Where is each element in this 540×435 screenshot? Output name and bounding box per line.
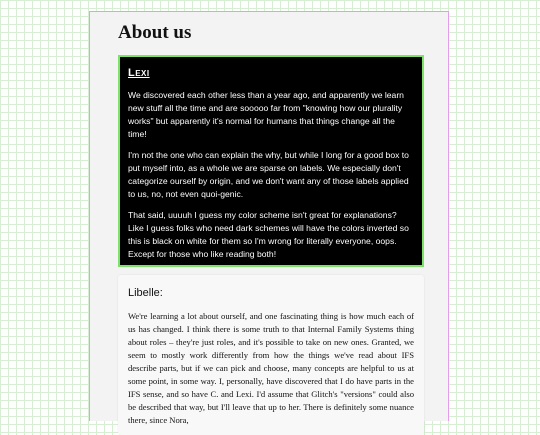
lexi-paragraph-2: I'm not the one who can explain the why, but while I long for a good box to put myself into, as a whole we are sparse on labels. We especially don't categorize ourself by origin, and we don't want any of those labels applied to us, no, not even quoi-genic.: [128, 150, 409, 199]
libelle-card: [118, 275, 424, 435]
libelle-name: Libelle:: [128, 287, 163, 299]
lexi-card: [118, 55, 424, 267]
lexi-name: Lexi: [128, 67, 150, 79]
content-column: [89, 11, 449, 425]
libelle-paragraph-1: We're learning a lot about ourself, and one fascinating thing is how much each of us has changed. I think there is some truth to that Internal Family Systems thing about roles – they're just roles, and it's possible to take on new ones. Granted, we seem to mostly work differently from how the things we've read about IFS describe parts, but if we can pick and choose, many concepts are helpful to us at some point, in some way. I, personally, have discovered that I do have parts in the IFS sense, and so have C. and Lexi. I'd assume that Glitch's "versions" could also be described that way, but I'll leave that up to her. There is definitely some nuance there, since Nora,: [128, 311, 414, 425]
lexi-paragraph-3: That said, uuuuh I guess my color scheme isn't great for explanations? Like I guess folks who need dark schemes will have the colors inverted so this is black on white for them so I'm wrong for literally everyone, oops. Except for those who like reading both!: [128, 210, 409, 259]
lexi-paragraph-1: We discovered each other less than a year ago, and apparently we learn new stuff all the time and are sooooo far from "knowing how our plurality works" but apparently it's normal for humans that things change all the time!: [128, 90, 404, 139]
page-title: About us: [118, 22, 192, 43]
